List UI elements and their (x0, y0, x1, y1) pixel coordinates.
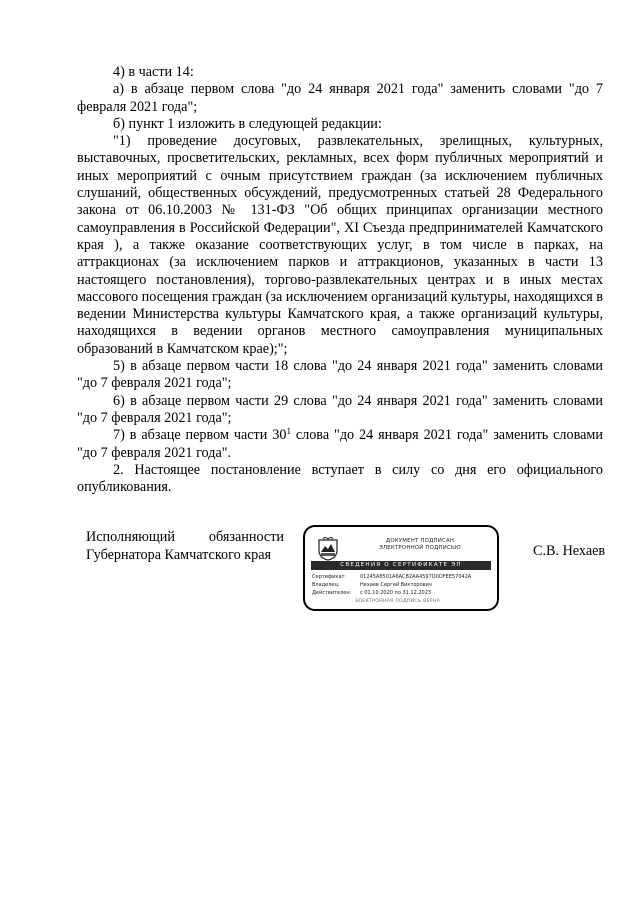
paragraph-text: 7) в абзаце первом части 30 (113, 427, 287, 444)
stamp-label: Сертификат: (312, 574, 347, 580)
paragraph: 5) в абзаце первом части 18 слова "до 24 января 2021 года" заменить словами "до 7 февраля 2021 года"; (77, 358, 603, 392)
paragraph: 4) в части 14: (113, 64, 194, 80)
stamp-value: 01245A8501A6ACB2AA4597D0DFEE57042A (360, 574, 472, 580)
paragraph: а) в абзаце первом слова "до 24 января 2021 года" заменить словами "до 7 февраля 2021 года"; (77, 81, 603, 115)
position-line: Губернатора Камчатского края (86, 547, 272, 563)
coat-of-arms-icon (317, 537, 339, 561)
paragraph: "1) проведение досуговых, развлекательных, зрелищных, культурных, выставочных, просветительских, рекламных, всех форм публичных мероприятий и иных мероприятий с очным присутствием граждан (за исключением публичных слушаний, общественных обсуждений, предусмотренных статьей 28 Федерального закона от 06.10.2003 № 131-ФЗ "Об общих принципах организации местного самоуправления в Российской Федерации", XI Съезда предпринимателей Камчатского края ), а также оказание соответствующих услуг, в том числе в парках, на аттракционах (за исключением парков и аттракционов, указанных в части 13 настоящего постановления), торгово-развлекательных центрах и в иных местах массового посещения граждан (за исключением организаций культуры, находящихся в ведении Министерства культуры Камчатского края, а также организаций культуры, находящихся в ведении органов местного самоуправления муниципальных образований в Камчатском крае);"; (77, 133, 604, 357)
electronic-signature-stamp (303, 525, 499, 611)
paragraph: 6) в абзаце первом части 29 слова "до 24 января 2021 года" заменить словами "до 7 февраля 2021 года"; (77, 392, 603, 426)
paragraph: б) пункт 1 изложить в следующей редакции: (113, 115, 382, 132)
position-word: Исполняющий (86, 529, 175, 545)
stamp-value: Нехаев Сергей Викторович (360, 582, 432, 588)
paragraph (77, 427, 603, 462)
position-word: обязанности (208, 529, 284, 545)
stamp-value: с 01.10.2020 по 31.12.2023 (360, 590, 432, 596)
stamp-row-validity (312, 590, 431, 596)
stamp-header: ЭЛЕКТРОННОЙ ПОДПИСЬЮ (379, 545, 461, 551)
stamp-row-owner (312, 582, 432, 588)
document-body (77, 64, 603, 496)
signatory-position (86, 528, 284, 564)
signatory-name: С.В. Нехаев (533, 543, 606, 559)
stamp-row-certificate (312, 574, 471, 580)
paragraph-text: слова "до 24 января 2021 года" заменить словами "до 7 февраля 2021 года". (77, 427, 603, 461)
stamp-band: СВЕДЕНИЯ О СЕРТИФИКАТЕ ЭП (311, 561, 491, 570)
superscript: 1 (286, 426, 291, 437)
stamp-label: Действителен: (312, 590, 352, 596)
stamp-footer: ЭЛЕКТРОННАЯ ПОДПИСЬ ВЕРНА (355, 599, 441, 604)
stamp-header: ДОКУМЕНТ ПОДПИСАН (385, 538, 455, 544)
paragraph: 2. Настоящее постановление вступает в силу со дня его официального опубликования. (77, 461, 603, 496)
stamp-label: Владелец: (312, 582, 340, 588)
